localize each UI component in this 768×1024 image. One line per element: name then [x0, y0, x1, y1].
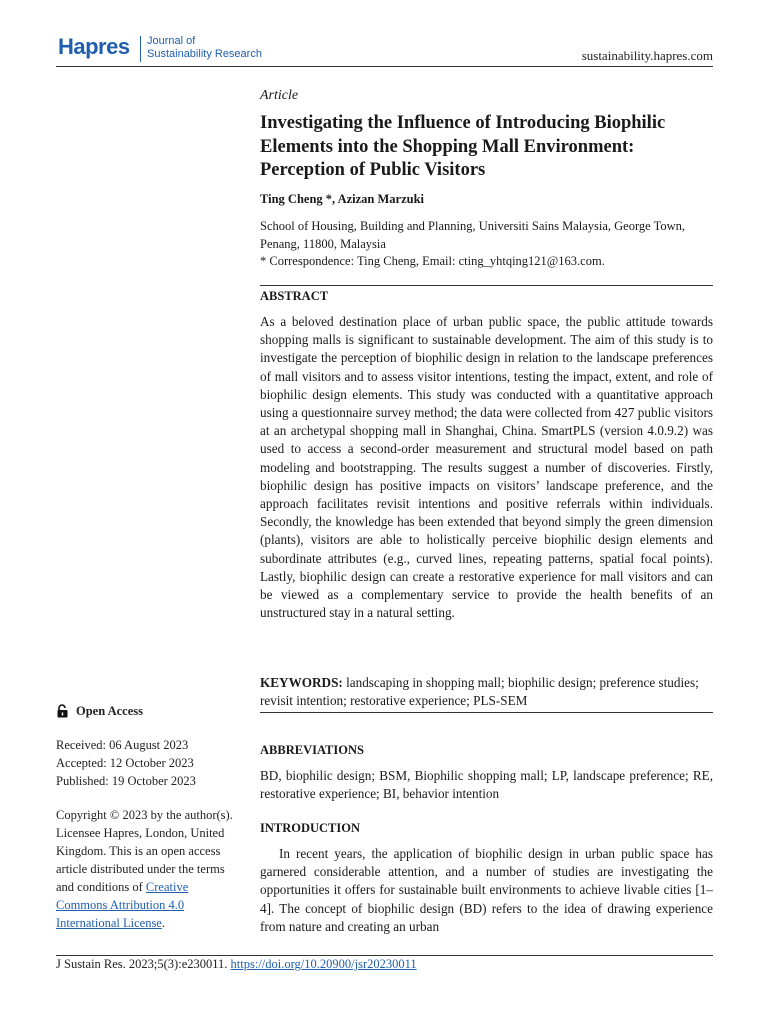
abstract-heading: ABSTRACT [260, 289, 329, 303]
journal-header [56, 30, 713, 67]
journal-name [147, 35, 262, 61]
abstract-text: As a beloved destination place of urban public space, the public attitude towards shopping malls is significant to sustainable development. The aim of this study is to investigate the perception of biophilic design in relation to the landscape preferences of mall visitors and to assess visitor intentions, testing the impact, extent, and role of biophilic design elements. This study was conducted with a quantitative approach using a questionnaire survey method; the data were collected from 427 public visitors at an archetypal shopping mall in Shanghai, China. SmartPLS (version 4.0.9.2) was used to access a second-order measurement and structural model based on path modeling and bootstrapping. The results suggest a number of discoveries. Firstly, biophilic design has positive impacts on visitors’ landscape preference, and the approach facilitates revisit intentions and positive referrals within individuals. Secondly, the knowledge has been extended that beyond simply the green dimension (plants), visitors are able to holistically perceive biophilic design elements and subordinate attributes (e.g., curved lines, repeating patterns, spatial focal points). Lastly, biophilic design can create a restorative experience for mall visitors and can be viewed as a complementary service to provide the health benefits of an unstructured stay in a natural setting. [260, 314, 713, 621]
citation-footer [56, 957, 417, 972]
open-lock-icon [56, 704, 69, 718]
article-authors: Ting Cheng *, Azizan Marzuki [260, 192, 425, 206]
abbreviations-text: BD, biophilic design; BSM, Biophilic shopping mall; LP, landscape preference; RE, restorative experience; BI, behavior intention [260, 768, 713, 802]
license-link[interactable]: Creative Commons Attribution 4.0 International License [56, 880, 189, 930]
abbreviations-heading: ABBREVIATIONS [260, 743, 364, 757]
received-date: Received: 06 August 2023 [56, 738, 189, 752]
correspondence: * Correspondence: Ting Cheng, Email: cting_yhtqing121@163.com. [260, 254, 605, 268]
accepted-date: Accepted: 12 October 2023 [56, 756, 194, 770]
journal-site-link[interactable]: sustainability.hapres.com [581, 48, 713, 63]
abstract-top-rule [260, 285, 713, 286]
publication-dates [56, 736, 246, 790]
introduction-text: In recent years, the application of biophilic design in urban public space has garnered considerable attention, and a number of studies are investigating the opportunities it offers for sustainable built environments to achieve livable cities [1–4]. The concept of biophilic design (BD) refers to the idea of drawing experience from nature and creating an urban [260, 846, 713, 934]
citation-text: J Sustain Res. 2023;5(3):e230011. [56, 957, 231, 971]
copyright-text: Copyright © 2023 by the author(s). Licensee Hapres, London, United Kingdom. This is an open access article distributed under the terms and conditions of [56, 808, 233, 894]
journal-name-line1: Journal of [147, 35, 196, 47]
open-access-badge [56, 702, 246, 720]
hapres-logo[interactable]: Hapres [58, 34, 130, 59]
published-date: Published: 19 October 2023 [56, 774, 196, 788]
keywords-text: landscaping in shopping mall; biophilic design; preference studies; revisit intention; restorative experience; PLS-SEM [260, 675, 699, 709]
journal-name-line2: Sustainability Research [147, 48, 262, 60]
author-affiliation: School of Housing, Building and Planning, Universiti Sains Malaysia, George Town, Penang, 11800, Malaysia [260, 219, 686, 251]
keywords [260, 674, 713, 710]
open-access-label: Open Access [76, 704, 144, 718]
keywords-bottom-rule [260, 712, 713, 713]
footer-rule [56, 955, 713, 956]
keywords-label: KEYWORDS: [260, 675, 343, 690]
logo-divider [140, 36, 141, 62]
introduction-heading: INTRODUCTION [260, 821, 361, 835]
article-type: Article [260, 88, 299, 103]
doi-link[interactable]: https://doi.org/10.20900/jsr20230011 [230, 957, 417, 971]
copyright-notice [56, 806, 242, 932]
article-title: Investigating the Influence of Introducing Biophilic Elements into the Shopping Mall Environment: Perception of Public Visitors [260, 113, 666, 180]
copyright-end: . [161, 916, 165, 930]
